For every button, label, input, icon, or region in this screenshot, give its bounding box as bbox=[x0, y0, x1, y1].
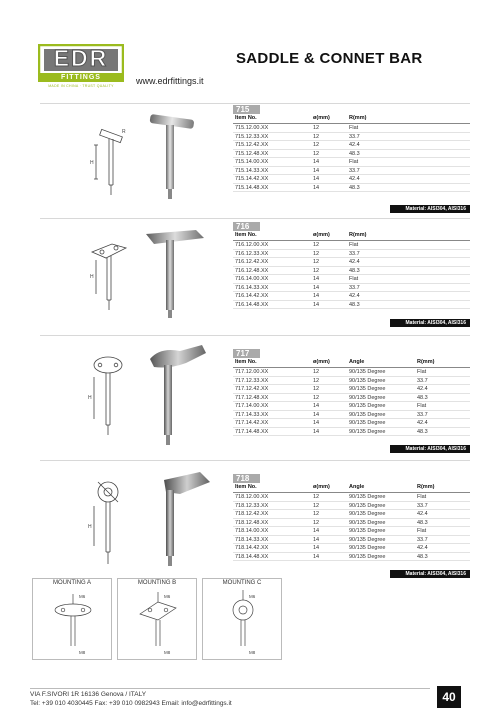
table-row: 717.14.33.XX 14 90/135 Degree 33.7 bbox=[233, 411, 470, 420]
table-row: 716.12.42.XX 12 42.4 bbox=[233, 258, 470, 267]
mounting-a-panel bbox=[32, 578, 112, 660]
table-row: 716.12.48.XX 12 48.3 bbox=[233, 267, 470, 276]
table-row: 715.14.42.XX 14 42.4 bbox=[233, 175, 470, 184]
table-header: Item No. ø(mm) Angle R(mm) bbox=[233, 358, 470, 368]
bolt-bottom-label: M8 bbox=[164, 650, 171, 655]
bolt-bottom-label: M8 bbox=[79, 650, 86, 655]
svg-text:H: H bbox=[88, 524, 92, 530]
bolt-top-label: M6 bbox=[164, 594, 171, 599]
table-row: 717.12.33.XX 12 90/135 Degree 33.7 bbox=[233, 377, 470, 386]
product-table bbox=[233, 358, 470, 436]
material-label: Material: AISI304, AISI316 bbox=[390, 570, 470, 578]
bolt-top-label: M6 bbox=[249, 594, 256, 599]
table-row: 716.14.48.XX 14 48.3 bbox=[233, 301, 470, 310]
table-header: Item No. ø(mm) R(mm) bbox=[233, 114, 470, 124]
product-code-tab: 715 bbox=[233, 105, 260, 114]
bolt-top-label: M6 bbox=[79, 594, 86, 599]
product-code-tab: 717 bbox=[233, 349, 260, 358]
footer-divider bbox=[30, 688, 430, 689]
logo-text: EDR bbox=[53, 45, 109, 71]
footer-address: VIA F.SIVORI 1R 16136 Genova / ITALY bbox=[30, 691, 147, 698]
section-divider bbox=[40, 218, 470, 219]
table-row: 716.12.00.XX 12 Flat bbox=[233, 241, 470, 250]
mounting-b-panel bbox=[117, 578, 197, 660]
technical-drawing-icon bbox=[62, 474, 144, 572]
product-section-717 bbox=[40, 335, 470, 455]
table-row: 716.14.42.XX 14 42.4 bbox=[233, 292, 470, 301]
table-row: 718.12.48.XX 12 90/135 Degree 48.3 bbox=[233, 519, 470, 528]
product-section-716 bbox=[40, 218, 470, 330]
website-link[interactable]: www.edrfittings.it bbox=[136, 76, 204, 86]
product-code-tab: 716 bbox=[233, 222, 260, 231]
table-row: 717.14.42.XX 14 90/135 Degree 42.4 bbox=[233, 419, 470, 428]
svg-text:H: H bbox=[90, 160, 94, 166]
svg-text:H: H bbox=[88, 395, 92, 401]
table-row: 717.12.42.XX 12 90/135 Degree 42.4 bbox=[233, 385, 470, 394]
material-label: Material: AISI304, AISI316 bbox=[390, 319, 470, 327]
table-row: 718.14.48.XX 14 90/135 Degree 48.3 bbox=[233, 553, 470, 562]
technical-drawing-icon bbox=[62, 230, 144, 318]
brand-logo bbox=[38, 44, 124, 90]
table-header: Item No. ø(mm) R(mm) bbox=[233, 231, 470, 241]
bolt-bottom-label: M8 bbox=[249, 650, 256, 655]
table-row: 715.12.48.XX 12 48.3 bbox=[233, 150, 470, 159]
mounting-diagram-icon bbox=[33, 588, 113, 660]
mounting-c-panel bbox=[202, 578, 282, 660]
table-row: 715.14.00.XX 14 Flat bbox=[233, 158, 470, 167]
svg-text:R: R bbox=[122, 129, 126, 135]
logo-tagline: MADE IN CHINA · TRUST QUALITY bbox=[48, 84, 114, 88]
page-title: SADDLE & CONNET BAR bbox=[236, 50, 423, 67]
table-row: 715.12.00.XX 12 Flat bbox=[233, 124, 470, 133]
table-header: Item No. ø(mm) Angle R(mm) bbox=[233, 483, 470, 493]
table-row: 718.12.33.XX 12 90/135 Degree 33.7 bbox=[233, 502, 470, 511]
mounting-title: MOUNTING B bbox=[137, 580, 177, 586]
table-row: 717.12.00.XX 12 90/135 Degree Flat bbox=[233, 368, 470, 377]
table-row: 715.14.33.XX 14 33.7 bbox=[233, 167, 470, 176]
table-row: 717.12.48.XX 12 90/135 Degree 48.3 bbox=[233, 394, 470, 403]
table-row: 715.12.42.XX 12 42.4 bbox=[233, 141, 470, 150]
mounting-diagram-icon bbox=[203, 588, 283, 660]
technical-drawing-icon bbox=[62, 123, 144, 201]
product-photo-718 bbox=[140, 468, 238, 572]
page-number: 40 bbox=[437, 686, 461, 708]
table-row: 717.14.00.XX 14 90/135 Degree Flat bbox=[233, 402, 470, 411]
product-table bbox=[233, 231, 470, 309]
product-photo-716 bbox=[140, 226, 238, 324]
table-row: 716.12.33.XX 12 33.7 bbox=[233, 250, 470, 259]
product-table bbox=[233, 114, 470, 192]
material-label: Material: AISI304, AISI316 bbox=[390, 445, 470, 453]
product-section-718 bbox=[40, 460, 470, 578]
footer-contact: Tel: +39 010 4030445 Fax: +39 010 0982943 Email: info@edrfittings.it bbox=[30, 700, 232, 707]
table-row: 715.12.33.XX 12 33.7 bbox=[233, 133, 470, 142]
material-label: Material: AISI304, AISI316 bbox=[390, 205, 470, 213]
technical-drawing-icon bbox=[62, 347, 144, 447]
table-row: 718.12.42.XX 12 90/135 Degree 42.4 bbox=[233, 510, 470, 519]
section-divider bbox=[40, 335, 470, 336]
logo-subtitle: FITTINGS bbox=[38, 73, 124, 82]
mounting-diagram-icon bbox=[118, 588, 198, 660]
product-code-tab: 718 bbox=[233, 474, 260, 483]
product-table bbox=[233, 483, 470, 561]
table-row: 716.14.33.XX 14 33.7 bbox=[233, 284, 470, 293]
product-section-715 bbox=[40, 103, 470, 213]
section-divider bbox=[40, 103, 470, 104]
mounting-title: MOUNTING C bbox=[222, 580, 262, 586]
table-row: 718.14.33.XX 14 90/135 Degree 33.7 bbox=[233, 536, 470, 545]
table-row: 715.14.48.XX 14 48.3 bbox=[233, 184, 470, 193]
table-row: 718.14.42.XX 14 90/135 Degree 42.4 bbox=[233, 544, 470, 553]
section-divider bbox=[40, 460, 470, 461]
mounting-title: MOUNTING A bbox=[52, 580, 91, 586]
product-photo-715 bbox=[140, 113, 238, 207]
table-row: 718.14.00.XX 14 90/135 Degree Flat bbox=[233, 527, 470, 536]
table-row: 718.12.00.XX 12 90/135 Degree Flat bbox=[233, 493, 470, 502]
svg-text:H: H bbox=[90, 274, 94, 280]
product-photo-717 bbox=[140, 343, 238, 449]
table-row: 716.14.00.XX 14 Flat bbox=[233, 275, 470, 284]
table-row: 717.14.48.XX 14 90/135 Degree 48.3 bbox=[233, 428, 470, 437]
